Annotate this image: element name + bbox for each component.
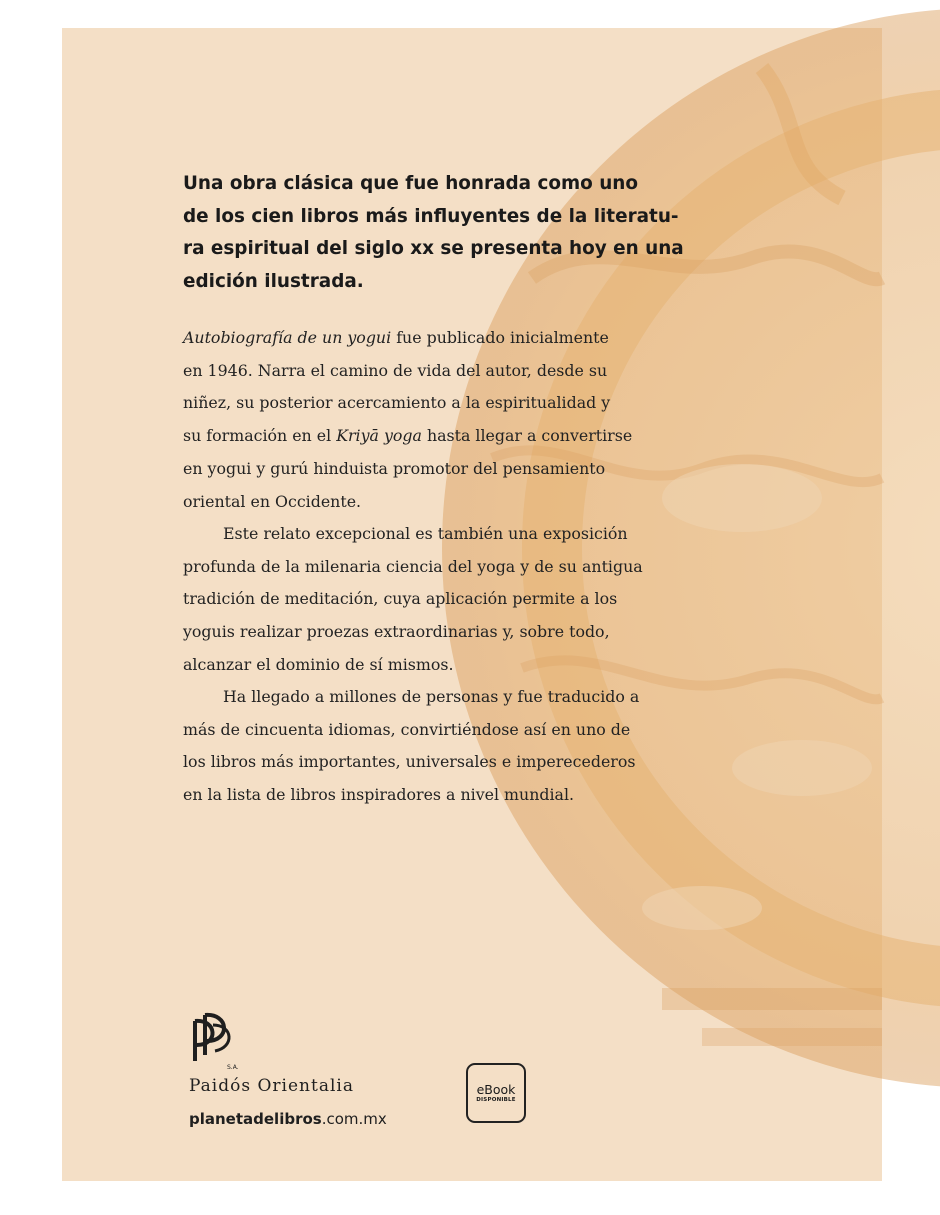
book-title: Autobiografía de un yogui — [183, 328, 392, 347]
body-line: en la lista de libros inspiradores a nivel mundial. — [183, 785, 575, 805]
paidos-logo-icon — [189, 1011, 237, 1071]
body-line: Ha llegado a millones de personas y fue traducido a — [223, 687, 640, 706]
body-line: tradición de meditación, cuya aplicación permite a los — [183, 589, 618, 609]
back-cover — [62, 28, 882, 1181]
body-line: en 1946. Narra el camino de vida del autor, desde su — [183, 360, 608, 380]
body-paragraph-3 — [183, 681, 715, 812]
lead-line: de los cien libros más influyentes de la literatu- — [183, 205, 679, 227]
body-line: oriental en Occidente. — [183, 491, 362, 511]
body-line: alcanzar el dominio de sí mismos. — [183, 654, 454, 674]
body-line: más de cincuenta idiomas, convirtiéndose así en uno de — [183, 719, 631, 739]
lead-line: ra espiritual del siglo xx se presenta hoy en una — [183, 238, 684, 259]
body-line: profunda de la milenaria ciencia del yoga y de su antigua — [183, 556, 643, 576]
imprint-name: Paidós Orientalia — [189, 1076, 354, 1096]
ebook-available-badge — [466, 1063, 526, 1123]
body-line: Este relato excepcional es también una exposición — [223, 524, 628, 543]
ebook-available-label: DISPONIBLE — [476, 1097, 516, 1103]
lead-line: Una obra clásica que fue honrada como uno — [183, 173, 639, 194]
lead-paragraph — [183, 168, 708, 298]
body-line: su formación en el Kriyā yoga hasta llegar a convertirse — [183, 426, 633, 446]
body-line: yoguis realizar proezas extraordinarias y, sobre todo, — [183, 622, 610, 642]
body-line: Autobiografía de un yogui fue publicado inicialmente — [183, 328, 609, 347]
body-paragraph-2 — [183, 518, 715, 682]
publisher-website[interactable]: planetadelibros.com.mx — [189, 1110, 387, 1128]
body-line: en yogui y gurú hinduista promotor del pensamiento — [183, 458, 606, 478]
lead-line: edición ilustrada. — [183, 270, 364, 292]
logo-mark: S.A. — [227, 1064, 239, 1071]
ebook-label: eBook — [476, 1082, 516, 1097]
body-line: niñez, su posterior acercamiento a la espiritualidad y — [183, 393, 611, 413]
body-line: los libros más importantes, universales e imperecederos — [183, 752, 636, 772]
kriya-yoga-term: Kriyā yoga — [336, 426, 422, 446]
body-paragraph-1 — [183, 322, 715, 518]
